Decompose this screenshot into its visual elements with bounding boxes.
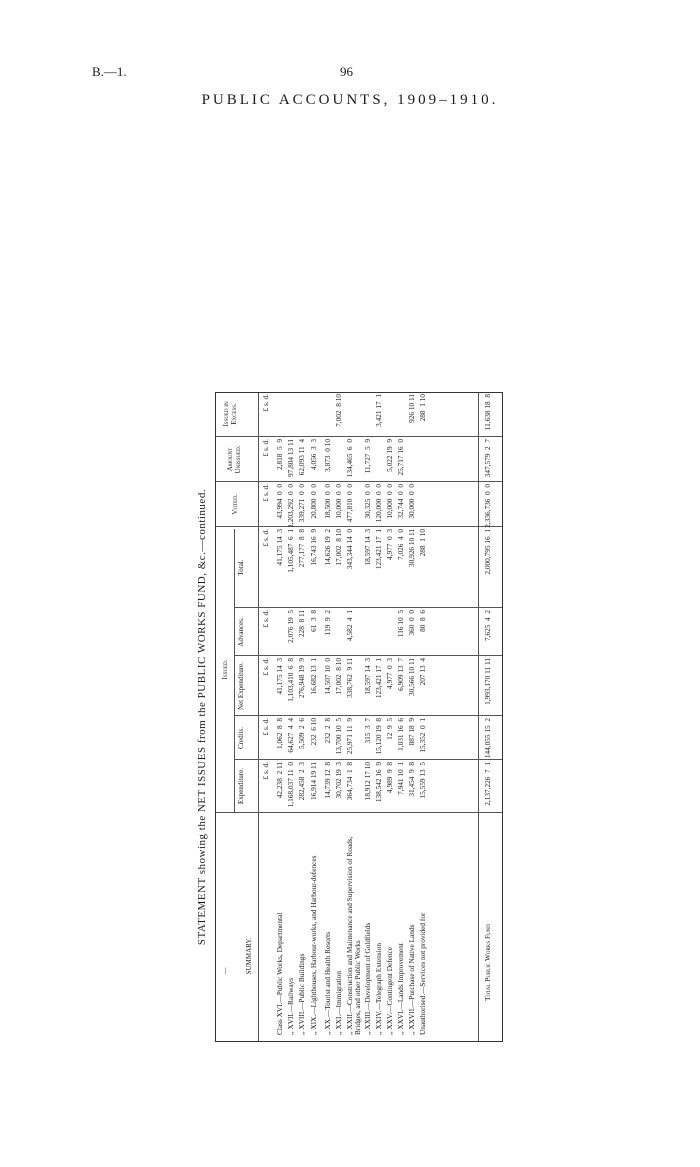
cell-credits: 887 18 9: [407, 718, 416, 746]
table-row: [375, 391, 384, 1041]
total-advances: 7,625 4 2: [483, 610, 492, 642]
cell-total: 17,002 8 10: [334, 529, 343, 566]
row-label: Unauthorised.—Services not provided for: [418, 912, 427, 1035]
cell-credits: 25,971 11 9: [345, 718, 354, 755]
cell-net: 276,948 19 9: [297, 658, 306, 699]
cell-net: 123,421 17 1: [374, 658, 383, 699]
total-net: 1,993,170 11 11: [483, 658, 492, 705]
issued-header: Issued.: [221, 659, 229, 680]
cell-total: 30,926 10 11: [407, 529, 416, 568]
cell-advances: 61 3 8: [309, 610, 318, 632]
cell-expenditure: 364,734 1 8: [345, 762, 354, 801]
row-label: ,, XVIII.—Public Buildings: [297, 953, 306, 1035]
statement-table: [215, 392, 503, 1042]
cell-expenditure: 4,989 9 8: [385, 762, 394, 794]
cell-expenditure: 1,168,037 11 0: [286, 762, 295, 808]
table-row: [364, 391, 373, 1041]
total-expenditure: 2,137,226 7 1: [483, 762, 492, 806]
col-credits: Credits.: [237, 727, 245, 749]
cell-unissued: 3,873 0 10: [323, 439, 332, 472]
cell-total: 123,421 17 1: [374, 529, 383, 570]
row-label: ,, XXIII.—Development of Goldfields: [363, 922, 372, 1035]
total-unissued: 347,579 2 7: [483, 439, 492, 478]
col-voted: Voted.: [231, 494, 239, 515]
cell-net: 4,977 0 3: [385, 658, 394, 690]
cell-expenditure: 42,238 2 11: [275, 762, 284, 799]
cell-total: 16,743 16 9: [309, 529, 318, 566]
cell-net: 14,507 10 0: [323, 658, 332, 695]
row-label: ,, XIX.—Lighthouses, Harbour-works, and Harbour-defences: [309, 855, 318, 1035]
cell-excess: 926 10 11: [407, 394, 416, 423]
page-identifier: B.—1.: [92, 64, 127, 79]
cell-unissued: 134,465 6 0: [345, 439, 354, 478]
cell-advances: 80 8 6: [418, 610, 427, 632]
cell-net: 338,762 9 11: [345, 658, 354, 698]
table-row: [287, 391, 296, 1041]
cell-voted: 1,203,292 0 0: [286, 484, 295, 528]
cell-net: 207 13 4: [418, 658, 427, 686]
units-label: £ s. d.: [261, 439, 270, 457]
cell-net: 1,103,410 6 8: [286, 658, 295, 702]
cell-advances: 360 0 0: [407, 610, 416, 636]
cell-credits: 1,062 8 8: [275, 718, 284, 750]
cell-net: 6,909 13 7: [396, 658, 405, 691]
cell-unissued: 25,717 16 0: [396, 439, 405, 476]
summary-header: SUMMARY.: [245, 937, 253, 975]
row-label: Class XVI.—Public Works, Departmental: [275, 912, 284, 1035]
cell-unissued: 97,804 13 11: [286, 439, 295, 478]
table-row: [397, 391, 406, 1041]
cell-advances: 2,076 19 5: [286, 610, 295, 643]
col-total: Total.: [237, 559, 245, 576]
cell-expenditure: 7,941 10 1: [396, 762, 405, 795]
table-row: [324, 391, 333, 1041]
row-label: ,, XXI.—Immigration: [334, 970, 343, 1035]
units-label: £ s. d.: [261, 484, 270, 502]
cell-voted: 18,500 0 0: [323, 484, 332, 519]
cell-voted: 477,810 0 0: [345, 484, 354, 523]
cell-voted: 43,994 0 0: [275, 484, 284, 519]
col-expenditure: Expenditure.: [237, 768, 245, 804]
cell-expenditure: 15,559 13 5: [418, 762, 427, 799]
cell-excess: 3,421 17 1: [374, 394, 383, 427]
cell-net: 30,566 10 11: [407, 658, 416, 697]
cell-unissued: 5,022 19 9: [385, 439, 394, 472]
cell-unissued: 11,727 5 9: [363, 439, 372, 474]
row-label: ,, XXVI.—Lands Improvement: [396, 943, 405, 1035]
col-amount-unissued: Amount Unissued.: [226, 445, 243, 474]
total-voted: 2,336,736 0 0: [483, 484, 492, 528]
cell-advances: 4,582 4 1: [345, 610, 354, 642]
cell-excess: 7,002 8 10: [334, 394, 343, 427]
cell-net: 18,597 14 3: [363, 658, 372, 695]
cell-unissued: 4,056 3 3: [309, 439, 318, 471]
total-label: Total Public Works Fund: [483, 924, 492, 1001]
cell-credits: 232 6 10: [309, 718, 318, 746]
cell-credits: 315 3 7: [363, 718, 372, 744]
cell-voted: 20,800 0 0: [309, 484, 318, 519]
rotated-statement: [196, 392, 505, 1042]
cell-advances: 228 8 11: [297, 610, 306, 638]
row-label: ,, XXV.—Contingent Defence: [385, 946, 394, 1035]
cell-credits: 15,352 0 1: [418, 718, 427, 753]
cell-total: 14,626 19 2: [323, 529, 332, 566]
total-row: [484, 391, 493, 1041]
cell-net: 17,002 8 10: [334, 658, 343, 695]
table-row: [386, 391, 395, 1041]
table-row: [335, 391, 344, 1041]
cell-total: 1,105,487 6 1: [286, 529, 295, 573]
total-excess: 11,638 18 8: [483, 394, 492, 431]
units-label: £ s. d.: [261, 718, 270, 736]
cell-net: 16,682 13 1: [309, 658, 318, 695]
units-row: [262, 391, 271, 1041]
table-row: [345, 391, 363, 1041]
cell-expenditure: 18,912 17 10: [363, 762, 372, 801]
page-title: PUBLIC ACCOUNTS, 1909–1910.: [201, 92, 499, 108]
cell-expenditure: 14,739 12 8: [323, 762, 332, 799]
table-row: [419, 391, 428, 1041]
cell-unissued: 62,093 11 4: [297, 439, 306, 476]
cell-expenditure: 31,454 9 8: [407, 762, 416, 797]
cell-total: 277,177 8 8: [297, 529, 306, 568]
cell-total: 18,597 14 3: [363, 529, 372, 566]
total-credits: 144,055 15 2: [483, 718, 492, 759]
row-label: ,, XX.—Tourist and Health Resorts: [323, 931, 332, 1035]
cell-voted: 30,000 0 0: [407, 484, 416, 519]
cell-net: 41,175 14 3: [275, 658, 284, 695]
col-advances: Advances.: [237, 617, 245, 647]
row-label: ,, XXII.—Construction and Maintenance and Supervision of Roads, Bridges, and other Public Works: [345, 836, 363, 1035]
table-row: [310, 391, 319, 1041]
dash-header: —: [221, 967, 229, 975]
cell-voted: 30,325 0 0: [363, 484, 372, 519]
row-label: ,, XXVII.—Purchase of Native Lands: [407, 924, 416, 1035]
col-issued-in-excess: Issued in Excess.: [222, 401, 239, 427]
units-label: £ s. d.: [261, 762, 270, 780]
cell-credits: 232 2 8: [323, 718, 332, 744]
cell-credits: 12 9 5: [385, 718, 394, 740]
cell-credits: 15,120 19 8: [374, 718, 383, 755]
statement-caption: STATEMENT showing the NET ISSUES from the PUBLIC WORKS FUND, &c.—continued.: [196, 488, 208, 946]
table-row: [298, 391, 307, 1041]
units-label: £ s. d.: [261, 658, 270, 676]
table-row: [408, 391, 417, 1041]
cell-voted: 10,000 0 0: [385, 484, 394, 519]
total-total: 2,000,795 16 1: [483, 529, 492, 575]
cell-unissued: 2,818 5 9: [275, 439, 284, 471]
cell-credits: 13,700 10 5: [334, 718, 343, 755]
cell-total: 7,026 4 0: [396, 529, 405, 561]
cell-total: 343,344 14 0: [345, 529, 354, 570]
units-label: £ s. d.: [261, 610, 270, 628]
cell-credits: 5,509 2 6: [297, 718, 306, 750]
cell-total: 4,977 0 3: [385, 529, 394, 561]
units-label: £ s. d.: [261, 394, 270, 412]
row-label: ,, XVII.—Railways: [286, 977, 295, 1035]
cell-voted: 339,271 0 0: [297, 484, 306, 523]
cell-expenditure: 30,702 19 3: [334, 762, 343, 799]
cell-voted: 32,744 0 0: [396, 484, 405, 519]
cell-expenditure: 282,458 2 3: [297, 762, 306, 801]
cell-total: 41,175 14 3: [275, 529, 284, 566]
units-label: £ s. d.: [261, 529, 270, 547]
cell-credits: 64,627 4 4: [286, 718, 295, 753]
cell-advances: 116 10 5: [396, 610, 405, 638]
cell-advances: 119 9 2: [323, 610, 332, 636]
cell-expenditure: 138,542 16 9: [374, 762, 383, 803]
cell-excess: 288 1 10: [418, 394, 427, 422]
cell-expenditure: 16,914 19 11: [309, 762, 318, 801]
table-row: [276, 391, 285, 1041]
cell-voted: 120,000 0 0: [374, 484, 383, 523]
row-label: ,, XXIV.—Telegraph Extension: [374, 943, 383, 1035]
page-number: 96: [340, 64, 353, 79]
cell-total: 288 1 10: [418, 529, 427, 557]
cell-credits: 1,031 16 6: [396, 718, 405, 751]
col-net-expenditure: Net Expenditure.: [237, 662, 245, 710]
cell-voted: 10,000 0 0: [334, 484, 343, 519]
